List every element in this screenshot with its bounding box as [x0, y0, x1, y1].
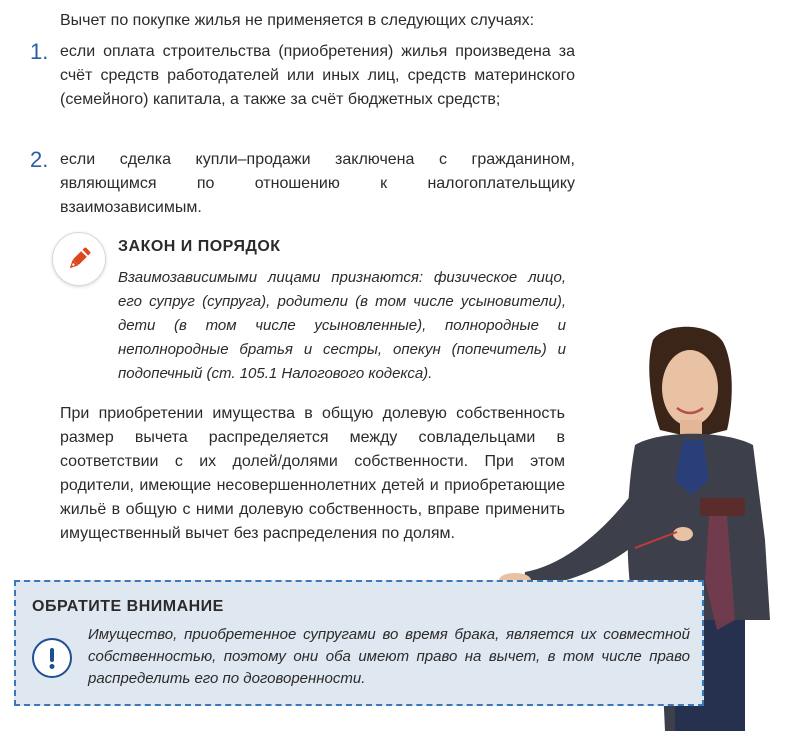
list-number: 2.: [30, 147, 49, 172]
list-number: 1.: [30, 39, 49, 64]
list-text: если оплата строительства (приобретения) жилья произведена за счёт средств работодателей или иных лиц, средств материнского (семейного) капитала, а также за счёт бюджетных средств;: [60, 43, 575, 108]
attention-box: [14, 580, 704, 706]
list-item: [30, 148, 575, 220]
pen-icon: [52, 232, 106, 286]
intro-text: Вычет по покупке жилья не применяется в следующих случаях:: [60, 12, 535, 29]
attention-title: ОБРАТИТЕ ВНИМАНИЕ: [32, 598, 224, 615]
exclamation-icon: [32, 638, 72, 678]
list-text: если сделка купли–продажи заключена с гражданином, являющимся по отношению к налогоплательщику взаимозависимым.: [60, 151, 575, 216]
attention-text: Имущество, приобретенное супругами во время брака, является их совместной собственностью, поэтому они оба имеют право на вычет, в том числе право распределить его по договоренности.: [88, 626, 690, 687]
law-text: Взаимозависимыми лицами признаются: физическое лицо, его супруг (супруга), родители (в том числе усыновители), дети (в том числе усыновленные), полнородные и неполнородные братья и сестры, опекун (попечитель) и подопечный (ст. 105.1 Налогового кодекса).: [118, 269, 566, 382]
list-item: [30, 40, 575, 112]
body-paragraph: При приобретении имущества в общую долевую собственность размер вычета распределяется между совладельцами в соответствии с их долей/долями собственности. При этом родители, имеющие несовершеннолетних детей и приобретающие жильё в общую с ними долевую собственность, вправе применить имущественный вычет без распределения по долям.: [60, 405, 565, 542]
law-title: ЗАКОН И ПОРЯДОК: [118, 238, 281, 255]
